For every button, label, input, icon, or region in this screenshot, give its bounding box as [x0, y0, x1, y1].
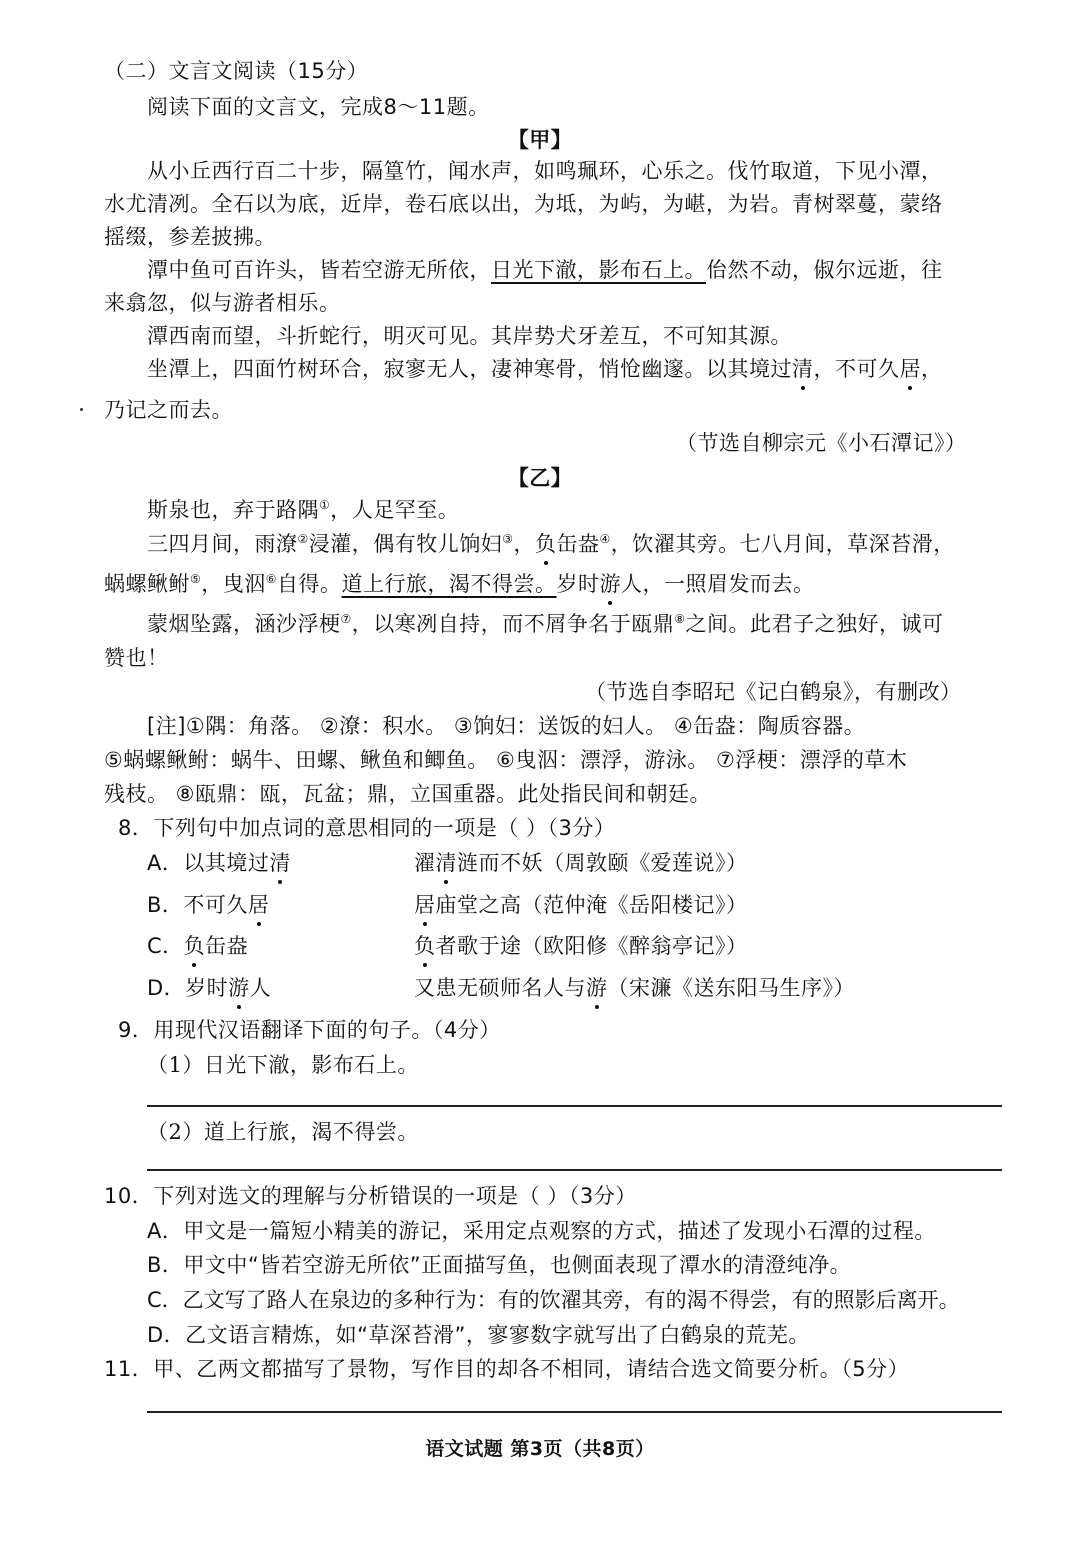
stray-mark: [80, 408, 83, 411]
notes-line: ⑤蜗螺鳅鲋：蜗牛、田螺、鳅鱼和鲫鱼。 ⑥曳泅：漂浮，游泳。 ⑦浮梗：漂浮的草木: [104, 748, 908, 772]
notes-line: 残枝。 ⑧瓯鼎：瓯，瓦盆；鼎，立国重器。此处指民间和朝廷。: [104, 782, 711, 806]
q9-answer-line-1[interactable]: [147, 1105, 1002, 1107]
q8-d-text: 人: [249, 976, 272, 1000]
q8-b-dotted: 居: [248, 890, 270, 920]
q8-option-d-right: [414, 973, 855, 1003]
passage-a-line: 水尤清冽。全石以为底，近岸，卷石底以出，为坻，为屿，为嵁，为岩。青树翠蔓，蒙络: [104, 192, 943, 216]
note-marker: ⑦: [340, 612, 352, 626]
passage-b-line: [147, 495, 459, 525]
q8-a-dotted: 清: [269, 848, 291, 878]
passage-a-text: ，: [921, 357, 943, 381]
passage-b-text: 蒙烟坠露，涵沙浮梗: [147, 612, 341, 636]
passage-b-heading: 【乙】: [507, 466, 573, 490]
passage-a-text: 佁然不动，俶尔远逝，往: [706, 258, 943, 282]
passage-b-line: 赞也！: [104, 646, 169, 670]
q8-option-a-right: [414, 848, 748, 878]
q8-stem: 8．下列句中加点词的意思相同的一项是（ ）（3分）: [118, 816, 616, 840]
q9-sentence-2: （2）道上行旅，渴不得尝。: [147, 1120, 419, 1144]
page-footer: 语文试题 第3页（共8页）: [425, 1438, 655, 1460]
passage-b-text: ，饮濯其旁。七八月间，草深苔滑，: [610, 532, 955, 556]
underlined-sentence-2: 道上行旅，渴不得尝。: [341, 572, 557, 596]
passage-b-line: [147, 529, 955, 559]
passage-a-source: （节选自柳宗元《小石潭记》）: [676, 431, 967, 455]
passage-b-text: 人，一照眉发而去。: [621, 572, 815, 596]
passage-b-text: ，以寒冽自持，而不屑争名于瓯鼎: [351, 612, 675, 636]
passage-b-text: 蜗螺鳅鲋: [104, 572, 190, 596]
passage-a-text: ，不可久: [813, 357, 900, 381]
q9-answer-line-2[interactable]: [147, 1169, 1002, 1171]
passage-b-source: （节选自李昭玘《记白鹤泉》，有删改）: [585, 680, 962, 704]
passage-a-line: 潭西南而望，斗折蛇行，明灭可见。其岸势犬牙差互，不可知其源。: [147, 324, 792, 348]
dotted-word-ju: 居: [900, 354, 922, 384]
dotted-word-qing: 清: [792, 354, 814, 384]
q8-option-b-right: [414, 890, 748, 920]
notes-line: [注]①隅：角落。 ②潦：积水。 ③饷妇：送饭的妇人。 ④缶盎：陶质容器。: [147, 714, 866, 738]
q8-d-right-text: （宋濂《送东阳马生序》）: [607, 976, 855, 1000]
q11-stem: 11．甲、乙两文都描写了景物，写作目的却各不相同，请结合选文简要分析。（5分）: [104, 1357, 910, 1381]
q10-stem: 10．下列对选文的理解与分析错误的一项是（ ）（3分）: [104, 1184, 637, 1208]
q8-option-c-right: [414, 931, 748, 961]
note-marker: ①: [319, 498, 331, 512]
q10-option-c: C．乙文写了路人在泉边的多种行为：有的饮濯其旁，有的渴不得尝，有的照影后离开。: [147, 1288, 960, 1312]
q10-option-d: D．乙文语言精炼，如“草深苔滑”，寥寥数字就写出了白鹤泉的荒芜。: [147, 1323, 810, 1347]
passage-b-text: ，人足罕至。: [330, 498, 460, 522]
passage-b-text: 缶盎: [556, 532, 600, 556]
passage-b-text: 岁时: [556, 572, 600, 596]
q8-option-a-left: [147, 848, 291, 878]
note-marker: ⑧: [674, 612, 686, 626]
passage-b-text: 自得。: [277, 572, 342, 596]
q8-a-text: A．以其境过: [147, 851, 270, 875]
passage-b-line: [147, 609, 944, 639]
q8-option-d-left: [147, 973, 271, 1003]
q11-answer-line[interactable]: [147, 1411, 1002, 1413]
passage-a-line: 乃记之而去。: [104, 398, 233, 422]
q9-sentence-1: （1）日光下澈，影布石上。: [147, 1053, 419, 1077]
q8-b-right-text: 庙堂之高（范仲淹《岳阳楼记》）: [435, 893, 748, 917]
note-marker: ⑤: [190, 572, 202, 586]
q10-option-a: A．甲文是一篇短小精美的游记，采用定点观察的方式，描述了发现小石潭的过程。: [147, 1219, 936, 1243]
passage-b-text: 三四月间，雨潦: [147, 532, 298, 556]
underlined-sentence-1: 日光下澈，影布石上。: [491, 258, 706, 282]
q8-a-right-text: 濯: [414, 851, 436, 875]
passage-a-text: 坐潭上，四面竹树环合，寂寥无人，凄神寒骨，悄怆幽邃。以其境过: [147, 357, 792, 381]
dotted-word-fu: 负: [535, 529, 557, 559]
passage-a-line: 来翕忽，似与游者相乐。: [104, 291, 341, 315]
note-marker: ②: [297, 532, 309, 546]
q8-a-right-dotted: 清: [436, 848, 458, 878]
q8-c-text: C．: [147, 934, 184, 958]
note-marker: ③: [502, 532, 514, 546]
section-instruction: 阅读下面的文言文，完成8～11题。: [147, 95, 490, 119]
note-marker: ④: [599, 532, 611, 546]
q9-stem: 9．用现代汉语翻译下面的句子。（4分）: [118, 1018, 501, 1042]
passage-a-line: 摇缀，参差披拂。: [104, 225, 276, 249]
q8-c-right-dotted: 负: [414, 931, 436, 961]
passage-b-text: ，曳泅: [201, 572, 266, 596]
q8-c-dotted: 负: [184, 931, 206, 961]
q8-b-right-dotted: 居: [414, 890, 436, 920]
passage-b-text: 浸灌，偶有牧儿饷妇: [308, 532, 503, 556]
q8-d-dotted: 游: [228, 973, 250, 1003]
passage-b-text: ，: [513, 532, 536, 556]
q8-d-text: D．岁时: [147, 976, 229, 1000]
passage-a-heading: 【甲】: [507, 128, 573, 152]
passage-b-text: 斯泉也，弃于路隅: [147, 498, 319, 522]
section-title: （二）文言文阅读（15分）: [104, 59, 369, 83]
q8-b-text: B．不可久: [147, 893, 248, 917]
passage-b-text: 之间。此君子之独好，诚可: [685, 612, 944, 636]
q8-a-right-text: 涟而不妖（周敦颐《爱莲说》）: [457, 851, 748, 875]
q8-c-text: 缶盎: [205, 934, 249, 958]
q8-option-b-left: [147, 890, 269, 920]
passage-a-line: [147, 255, 943, 285]
q8-option-c-left: [147, 931, 248, 961]
passage-a-line: 从小丘西行百二十步，隔篁竹，闻水声，如鸣珮环，心乐之。伐竹取道，下见小潭，: [147, 159, 943, 183]
q10-option-b: B．甲文中“皆若空游无所依”正面描写鱼，也侧面表现了潭水的清澄纯净。: [147, 1253, 852, 1277]
q8-d-right-text: 又患无硕师名人与: [414, 976, 586, 1000]
q8-d-right-dotted: 游: [586, 973, 608, 1003]
dotted-word-you: 游: [600, 569, 622, 599]
q8-c-right-text: 者歌于途（欧阳修《醉翁亭记》）: [435, 934, 748, 958]
passage-b-line: [104, 569, 815, 599]
passage-a-line: [147, 354, 943, 384]
note-marker: ⑥: [265, 572, 278, 586]
passage-a-text: 潭中鱼可百许头，皆若空游无所依，: [147, 258, 491, 282]
